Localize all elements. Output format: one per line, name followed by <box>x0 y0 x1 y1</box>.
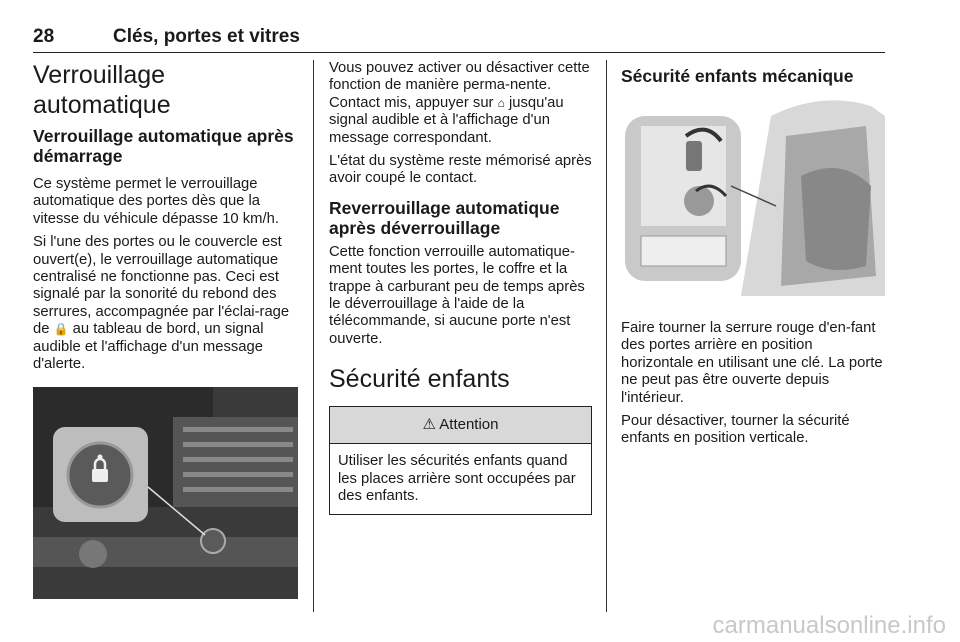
page-number: 28 <box>33 26 55 47</box>
subsection-title: Reverrouillage automatique après déverrouillage <box>329 197 560 238</box>
paragraph-text: Si l'une des portes ou le couvercle est ouvert(e), le verrouillage automatique centralisé ne fonctionne pas. Ceci est signalé par la sonorité du rebond des serrures, accompagnée par l'éclai-rage de <box>33 234 290 338</box>
lock-button-icon: ⌂ <box>497 95 505 110</box>
column-divider <box>606 60 607 612</box>
attention-header <box>330 407 591 444</box>
page-header <box>33 26 885 53</box>
paragraph-text: Vous pouvez activer ou désactiver cette fonction de manière perma-nente. Contact mis, appuyer sur <box>329 60 590 111</box>
lock-icon: 🔒 <box>53 322 69 337</box>
paragraph: Faire tourner la serrure rouge d'en-fant des portes arrière en position horizontale en utilisant une clé. La porte ne peut pas être ouverte depuis l'intérieur. <box>621 320 883 406</box>
column-2 <box>329 60 592 515</box>
column-divider <box>313 60 314 612</box>
attention-text: Utiliser les sécurités enfants quand les places arrière sont occupées par des enfants. <box>338 453 576 505</box>
warning-icon: ⚠ <box>422 416 436 434</box>
paragraph <box>329 60 592 147</box>
paragraph-text: jusqu'au signal audible et à l'affichage d'un message correspondant. <box>329 94 564 146</box>
subsection-title: Verrouillage automatique après démarrage <box>33 126 294 166</box>
paragraph: Ce système permet le verrouillage automatique des portes dès que la vitesse du véhicule dépasse 10 km/h. <box>33 176 279 227</box>
paragraph-text: au tableau de bord, un signal audible et l'affichage d'un message d'alerte. <box>33 321 264 373</box>
attention-body <box>330 444 591 513</box>
column-3 <box>621 60 885 454</box>
paragraph: Cette fonction verrouille automatique-ment toutes les portes, le coffre et la trappe à carburant peu de temps après le déverrouillage à l'aide de la télécommande, si aucune porte n'est ouverte. <box>329 243 585 347</box>
watermark: carmanualsonline.info <box>712 612 946 639</box>
attention-label: Attention <box>439 416 499 434</box>
dashboard-lock-button-illustration <box>33 387 298 599</box>
section-title: Sécurité enfants <box>329 365 510 394</box>
paragraph: Pour désactiver, tourner la sécurité enfants en position verticale. <box>621 413 850 447</box>
section-title: Verrouillage automatique <box>33 61 171 119</box>
subsection-title: Sécurité enfants mécanique <box>621 66 854 86</box>
column-1 <box>33 60 298 599</box>
paragraph: L'état du système reste mémorisé après avoir coupé le contact. <box>329 153 592 187</box>
chapter-title: Clés, portes et vitres <box>113 26 300 47</box>
attention-box <box>329 406 592 514</box>
child-lock-illustration <box>621 96 885 308</box>
paragraph <box>33 234 298 373</box>
